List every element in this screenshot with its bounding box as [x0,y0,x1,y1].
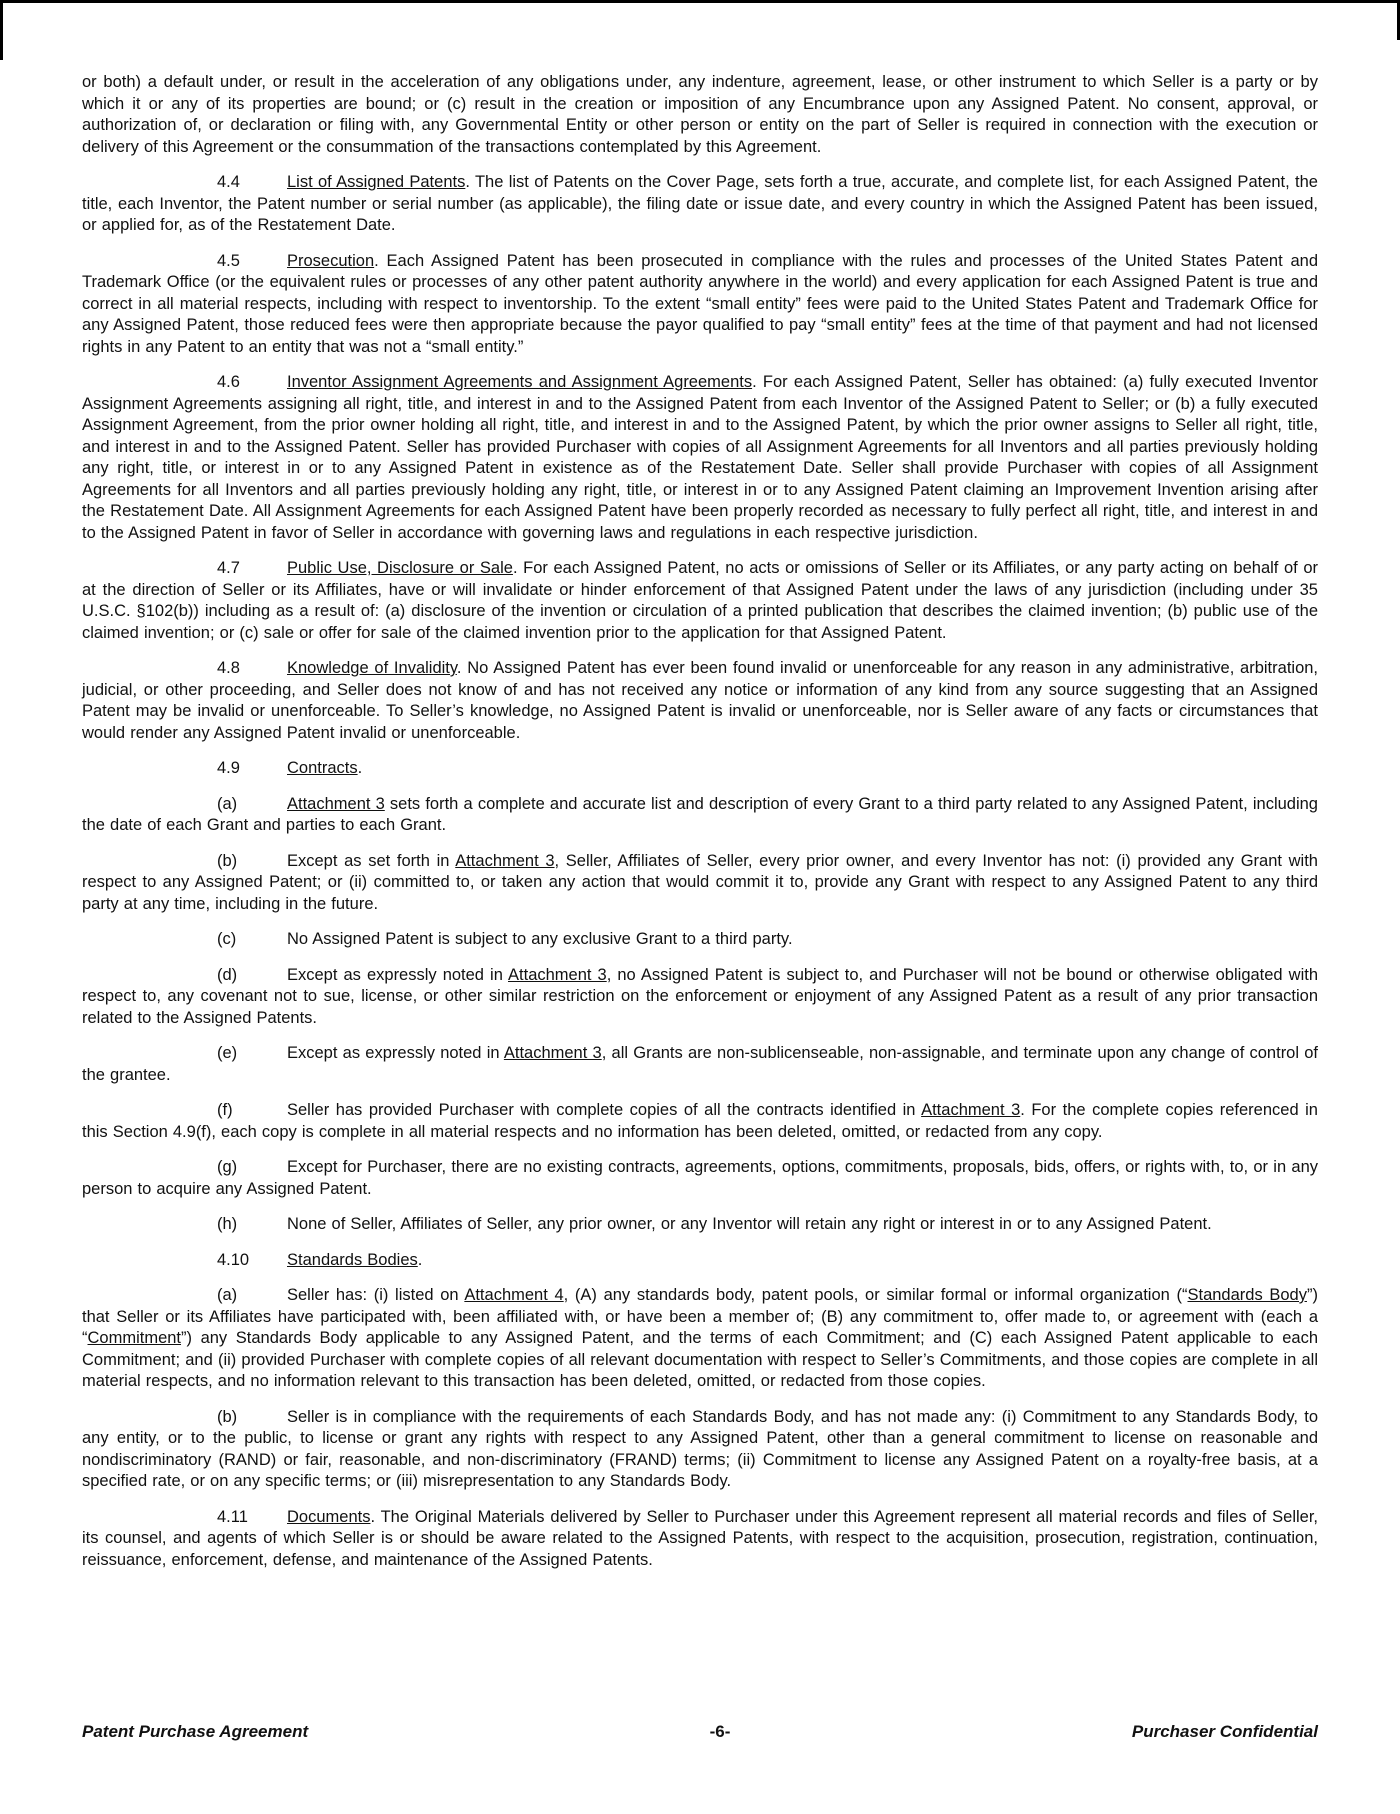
section-paragraph [82,251,1318,359]
section-number: 4.6 [217,373,240,391]
section-paragraph [82,1407,1318,1493]
text-run: . The Original Materials delivered by Seller to Purchaser under this Agreement represent all material records and files of Seller, its counsel, and agents of which Seller is or should be aware related to the Assigned Patents, with respect to the acquisition, prosecution, registration, continuation, reissuance, enforcement, defense, and maintenance of the Assigned Patents. [82,1507,1318,1569]
text-run: Except as expressly noted in [287,1044,504,1062]
body-paragraph [82,72,1318,158]
text-run: , no Assigned Patent is subject to, and Purchaser will not be bound or otherwise obligated with respect to, any covenant not to sue, license, or other similar restriction on the enforcement or enjoyment of any Assigned Patent as a result of any prior transaction related to the Assigned Patents. [82,965,1318,1027]
underlined-term: Standards Bodies [287,1250,418,1269]
section-number: (d) [217,965,238,984]
text-run: , Seller, Affiliates of Seller, every prior owner, and every Inventor has not: (i) provided any Grant with respect to any Assigned Patent; or (ii) committed to, or taken any action that would commit it to, provide any Grant with respect to any Assigned Patent to any third party at any time, including in the future. [82,851,1318,913]
section-paragraph [82,1214,1318,1236]
underlined-term: Attachment 3 [503,1044,602,1062]
text-run: No Assigned Patent is subject to any exclusive Grant to a third party. [287,930,793,948]
section-number: (b) [217,851,238,870]
text-run: . [417,1250,423,1269]
text-run: Seller is in compliance with the requirements of each Standards Body, and has not made any: (i) Commitment to any Standards Body, to any entity, or to the public, to license or grant any rights with respect to any Assigned Patent, other than a general commitment to license on reasonable and nondiscriminatory (RAND) or fair, reasonable, and non-discriminatory (FRAND) terms; (ii) Commitment to license any Assigned Patent on a royalty-free basis, at a specified rate, or on any specific terms; or (iii) misrepresentation to any Standards Body. [82,1407,1318,1490]
section-paragraph [82,372,1318,544]
document-body [82,72,1318,1571]
underlined-term: Attachment 3 [508,965,607,984]
section-number: (g) [217,1158,238,1176]
text-run: Except as set forth in [287,851,456,870]
footer-confidentiality-notice: Purchaser Confidential [1131,1722,1318,1741]
section-paragraph [82,794,1318,837]
text-run: or both) a default under, or result in the acceleration of any obligations under, any indenture, agreement, lease, or other instrument to which Seller is a party or by which it or any of its properties are bound; or (c) result in the creation or imposition of any Encumbrance upon any Assigned Patent. No consent, approval, or authorization of, or declaration or filing with, any Governmental Entity or other person or entity on the part of Seller is required in connection with the execution or delivery of this Agreement or the consummation of the transactions contemplated by this Agreement. [82,73,1318,156]
section-paragraph [82,1100,1318,1143]
text-run: ”) that Seller or its Affiliates have participated with, been affiliated with, or have been a member of; (B) any commitment to, offer made to, or agreement with (each a “ [82,1286,1318,1347]
underlined-term: Standards Body [1187,1286,1307,1304]
text-run: . For the complete copies referenced in this Section 4.9(f), each copy is complete in all material respects and no information has been deleted, omitted, or redacted from any copy. [82,1101,1318,1141]
section-paragraph [82,1043,1318,1086]
section-number: (c) [217,930,237,948]
underlined-term: Attachment 3 [287,794,385,813]
text-run: , (A) any standards body, patent pools, or similar formal or informal organization (“ [563,1286,1188,1304]
section-number: 4.8 [217,659,240,677]
text-run: . No Assigned Patent has ever been found invalid or unenforceable for any reason in any administrative, arbitration, judicial, or other proceeding, and Seller does not know of and has not received any notice or information of any kind from any source suggesting that an Assigned Patent may be invalid or unenforceable. To Seller’s knowledge, no Assigned Patent is invalid or unenforceable, nor is Seller aware of any facts or circumstances that would render any Assigned Patent invalid or unenforceable. [82,659,1319,742]
underlined-term: Commitment [87,1329,182,1347]
section-paragraph [82,929,1318,951]
scan-artifact-top-edge [0,0,1400,3]
section-number: 4.7 [217,559,240,577]
underlined-term: Public Use, Disclosure or Sale [287,559,513,577]
footer-page-number: -6- [709,1722,731,1741]
text-run: None of Seller, Affiliates of Seller, any prior owner, or any Inventor will retain any right or interest in or to any Assigned Patent. [287,1215,1212,1233]
section-number: 4.11 [217,1507,248,1526]
underlined-term: Documents [287,1507,371,1526]
section-number: (h) [217,1215,238,1233]
underlined-term: Prosecution [287,251,375,270]
text-run: sets forth a complete and accurate list and description of every Grant to a third party related to any Assigned Patent, including the date of each Grant and parties to each Grant. [82,794,1318,834]
text-run: Except for Purchaser, there are no existing contracts, agreements, options, commitments, proposals, bids, offers, or rights with, to, or in any person to acquire any Assigned Patent. [82,1158,1318,1198]
underlined-term: Contracts [287,759,358,777]
underlined-term: List of Assigned Patents [287,173,466,191]
text-run: . Each Assigned Patent has been prosecuted in compliance with the rules and processes of the United States Patent and Trademark Office (or the equivalent rules or processes of any other patent authority anywhere in the world) and every application for each Assigned Patent is true and correct in all material respects, including with respect to inventorship. To the extent “small entity” fees were paid to the United States Patent and Trademark Office for any Assigned Patent, those reduced fees were then appropriate because the payor qualified to pay “small entity” fees at the time of that payment and had not licensed rights in any Patent to an entity that was not a “small entity.” [82,251,1318,356]
underlined-term: Attachment 3 [455,851,555,870]
section-number: (b) [217,1407,238,1426]
section-number: 4.5 [217,251,240,270]
section-paragraph [82,965,1318,1030]
text-run: Seller has provided Purchaser with complete copies of all the contracts identified in [287,1101,922,1119]
section-paragraph [82,851,1318,916]
section-number: (a) [217,1286,238,1304]
underlined-term: Inventor Assignment Agreements and Assignment Agreements [287,373,753,391]
section-number: 4.4 [217,173,240,191]
section-paragraph [82,758,1318,780]
text-run: Seller has: (i) listed on [287,1286,465,1304]
underlined-term: Attachment 3 [921,1101,1021,1119]
text-run: , all Grants are non-sublicenseable, non-assignable, and terminate upon any change of control of the grantee. [82,1044,1319,1084]
section-paragraph [82,1250,1318,1272]
underlined-term: Attachment 4 [464,1286,564,1304]
text-run: . The list of Patents on the Cover Page, sets forth a true, accurate, and complete list, for each Assigned Patent, the title, each Inventor, the Patent number or serial number (as applicable), the filing date or issue date, and every country in which the Assigned Patent has been issued, or applied for, as of the Restatement Date. [82,173,1318,234]
text-run: ”) any Standards Body applicable to any Assigned Patent, and the terms of each Commitment; and (C) each Assigned Patent applicable to each Commitment; and (ii) provided Purchaser with complete copies of all relevant documentation with respect to Seller’s Commitments, and those copies are complete in all material respects, and no information relevant to this transaction has been deleted, omitted, or redacted from those copies. [82,1329,1318,1390]
text-run: Except as expressly noted in [287,965,509,984]
text-run: . For each Assigned Patent, Seller has obtained: (a) fully executed Inventor Assignment Agreements assigning all right, title, and interest in and to the Assigned Patent from each Inventor of the Assigned Patent to Seller; or (b) a fully executed Assignment Agreement, from the prior owner holding all right, title, and interest in and to the Assigned Patent, by which the prior owner assigns to Seller all right, title, and interest in and to the Assigned Patent. Seller has provided Purchaser with copies of all Assignment Agreements for all Inventors and all parties previously holding any right, title, or interest in or to any Assigned Patent in existence as of the Restatement Date. Seller shall provide Purchaser with copies of all Assignment Agreements for all Inventors and all parties previously holding any right, title, or interest in or to any Assigned Patent claiming an Improvement Invention arising after the Restatement Date. All Assignment Agreements for each Assigned Patent have been properly recorded as necessary to fully perfect all right, title, and interest in and to the Assigned Patent in favor of Seller in accordance with governing laws and regulations in each respective jurisdiction. [82,373,1318,542]
scan-artifact-left-edge [0,0,3,60]
section-paragraph [82,172,1318,237]
text-run: . For each Assigned Patent, no acts or omissions of Seller or its Affiliates, or any party acting on behalf of or at the direction of Seller or its Affiliates, have or will invalidate or hinder enforcement of that Assigned Patent under the laws of any jurisdiction (including under 35 U.S.C. §102(b)) including as a result of: (a) disclosure of the invention or circulation of a printed publication that describes the claimed invention; (b) public use of the claimed invention; or (c) sale or offer for sale of the claimed invention prior to the application for that Assigned Patent. [82,559,1319,642]
section-number: (f) [217,1101,233,1119]
underlined-term: Knowledge of Invalidity [287,659,457,677]
section-number: (e) [217,1044,238,1062]
section-paragraph [82,1157,1318,1200]
section-paragraph [82,658,1318,744]
section-number: (a) [217,794,238,813]
section-paragraph [82,1507,1318,1572]
page-footer [82,1722,1318,1742]
footer-document-title: Patent Purchase Agreement [82,1722,309,1741]
section-paragraph [82,1285,1318,1393]
section-number: 4.9 [217,759,240,777]
section-paragraph [82,558,1318,644]
section-number: 4.10 [217,1250,250,1269]
text-run: . [357,759,363,777]
